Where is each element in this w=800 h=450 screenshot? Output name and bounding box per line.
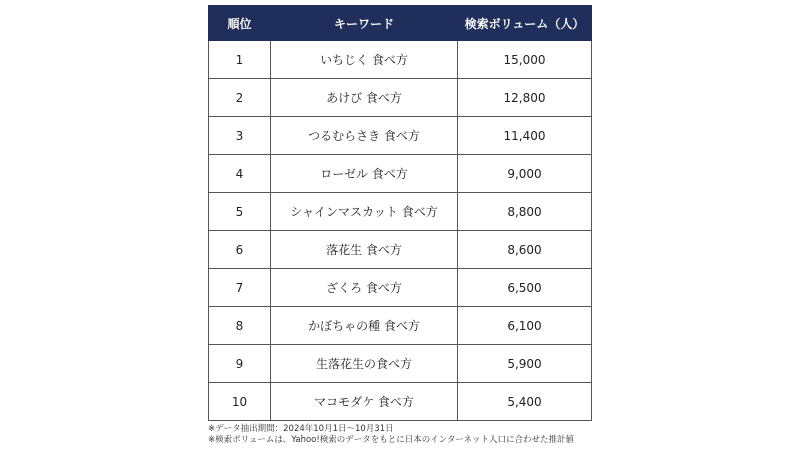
table-row [209, 345, 592, 383]
table-row [209, 383, 592, 421]
footnote-method: ※検索ボリュームは、Yahoo!検索のデータをもとに日本のインターネット人口に合わせた推計値 [208, 434, 575, 445]
table-row [209, 41, 592, 79]
table-body [209, 41, 592, 421]
keyword-cell: つるむらさき 食べ方 [271, 117, 458, 155]
rank-cell: 10 [209, 383, 271, 421]
footnote-period: ※データ抽出期間：2024年10月1日～10月31日 [208, 424, 394, 434]
keyword-cell: ざくろ 食べ方 [271, 269, 458, 307]
table-row [209, 231, 592, 269]
header-keyword: キーワード [271, 6, 458, 41]
keyword-cell: 落花生 食べ方 [271, 231, 458, 269]
volume-cell: 5,400 [458, 383, 592, 421]
table-row [209, 155, 592, 193]
table-row [209, 269, 592, 307]
rank-cell: 1 [209, 41, 271, 79]
volume-cell: 12,800 [458, 79, 592, 117]
table-header-row [209, 6, 592, 41]
volume-cell: 8,800 [458, 193, 592, 231]
footnotes [208, 424, 574, 445]
rank-cell: 7 [209, 269, 271, 307]
volume-cell: 9,000 [458, 155, 592, 193]
rank-cell: 4 [209, 155, 271, 193]
table-row [209, 117, 592, 155]
volume-cell: 8,600 [458, 231, 592, 269]
keyword-cell: あけび 食べ方 [271, 79, 458, 117]
keyword-cell: マコモダケ 食べ方 [271, 383, 458, 421]
keyword-cell: いちじく 食べ方 [271, 41, 458, 79]
header-search-volume: 検索ボリューム（人） [458, 6, 592, 41]
rank-cell: 5 [209, 193, 271, 231]
ranking-table-container [208, 5, 591, 421]
keyword-cell: かぼちゃの種 食べ方 [271, 307, 458, 345]
header-rank: 順位 [209, 6, 271, 41]
rank-cell: 6 [209, 231, 271, 269]
table-row [209, 79, 592, 117]
rank-cell: 3 [209, 117, 271, 155]
volume-cell: 11,400 [458, 117, 592, 155]
volume-cell: 6,500 [458, 269, 592, 307]
volume-cell: 6,100 [458, 307, 592, 345]
keyword-cell: シャインマスカット 食べ方 [271, 193, 458, 231]
keyword-cell: ローゼル 食べ方 [271, 155, 458, 193]
ranking-table [208, 5, 592, 421]
volume-cell: 15,000 [458, 41, 592, 79]
rank-cell: 2 [209, 79, 271, 117]
rank-cell: 9 [209, 345, 271, 383]
table-row [209, 307, 592, 345]
keyword-cell: 生落花生の食べ方 [271, 345, 458, 383]
rank-cell: 8 [209, 307, 271, 345]
table-row [209, 193, 592, 231]
volume-cell: 5,900 [458, 345, 592, 383]
